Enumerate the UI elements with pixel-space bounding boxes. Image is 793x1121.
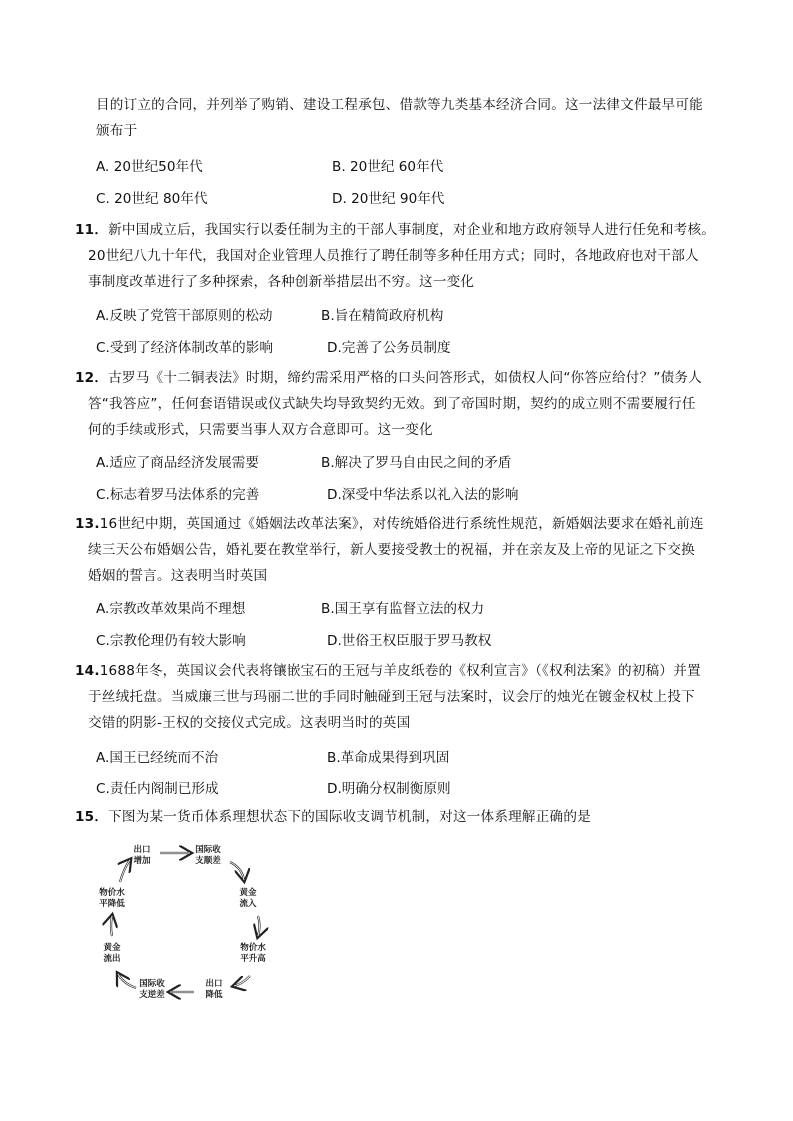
q13-number: 13. [75, 516, 100, 532]
q14-option-c[interactable]: C.责任内阁制已形成 [96, 781, 219, 797]
cycle-node-5: 出口降低 [205, 979, 223, 1000]
cycle-arrow-8 [120, 860, 130, 882]
cycle-node-8: 物价水平降低 [99, 888, 125, 909]
q11-option-d[interactable]: D.完善了公务员制度 [327, 340, 451, 356]
q13-option-d[interactable]: D.世俗王权臣服于罗马教权 [327, 633, 492, 649]
q10-text-line1: 目的订立的合同，并列举了购销、建设工程承包、借款等九类基本经济合同。这一法律文件最早可能 [96, 97, 703, 113]
cycle-arrow-2 [230, 862, 244, 880]
q11-option-c[interactable]: C.受到了经济体制改革的影响 [96, 340, 273, 356]
q14-text: 1688年冬，英国议会代表将镶嵌宝石的王冠与羊皮纸卷的《权利宣言》（《权利法案》的初稿）并置 [99, 663, 701, 679]
q14-stem-line3: 交错的阴影-王权的交接仪式完成。这表明当时的英国 [88, 715, 411, 731]
q12-stem-line1 [75, 368, 702, 388]
q14-stem-line2: 于丝绒托盘。当威廉三世与玛丽二世的手同时触碰到王冠与法案时，议会厅的烛光在镀金权杖上投下 [88, 689, 695, 705]
q12-option-a[interactable]: A.适应了商品经济发展需要 [96, 455, 259, 471]
q13-option-c[interactable]: C.宗教伦理仍有较大影响 [96, 633, 246, 649]
cycle-node-3: 黄金流入 [239, 888, 257, 909]
q12-number: 12． [75, 370, 109, 386]
q14-option-a[interactable]: A.国王已经统而不治 [96, 750, 219, 766]
q11-stem-line3: 事制度改革进行了多种探索，各种创新举措层出不穷。这一变化 [88, 274, 475, 290]
q10-option-b[interactable]: B. 20世纪 60年代 [332, 159, 444, 175]
q12-option-d[interactable]: D.深受中华法系以礼入法的影响 [327, 487, 519, 503]
q14-number: 14. [75, 663, 100, 679]
q12-stem-line2: 答“我答应”，任何套语错误或仪式缺失均导致契约无效。到了帝国时期，契约的成立则不需要履行任 [88, 396, 696, 412]
q12-option-c[interactable]: C.标志着罗马法体系的完善 [96, 487, 260, 503]
q12-option-b[interactable]: B.解决了罗马自由民之间的矛盾 [321, 455, 512, 471]
q12-text: 古罗马《十二铜表法》时期，缔约需采用严格的口头问答形式，如债权人问“你答应给付？”债务人 [108, 370, 702, 386]
q15-number: 15． [75, 809, 109, 825]
q13-stem-line1 [75, 514, 704, 534]
q14-option-d[interactable]: D.明确分权制衡原则 [327, 781, 451, 797]
q15-stem-line1 [75, 807, 591, 827]
q13-stem-line3: 婚姻的誓言。这表明当时英国 [88, 568, 268, 584]
q11-stem-line1 [75, 220, 715, 240]
cycle-node-4: 物价水平升高 [240, 943, 266, 964]
q15-text: 下图为某一货币体系理想状态下的国际收支调节机制，对这一体系理解正确的是 [108, 809, 591, 825]
q13-text: 16世纪中期，英国通过《婚姻法改革法案》，对传统婚俗进行系统性规范，新婚姻法要求在婚礼前连 [99, 516, 704, 532]
q11-number: 11． [75, 222, 109, 238]
q13-option-a[interactable]: A.宗教改革效果尚不理想 [96, 601, 246, 617]
cycle-node-2: 国际收支顺差 [195, 845, 221, 866]
cycle-node-1: 出口增加 [133, 845, 151, 866]
q10-text-line2: 颁布于 [96, 123, 138, 139]
cycle-arrows [111, 853, 260, 992]
cycle-arrow-4 [234, 976, 250, 986]
q11-stem-line2: 20世纪八九十年代，我国对企业管理人员推行了聘任制等多种任用方式；同时，各地政府也对干部人 [88, 248, 699, 264]
q10-option-c[interactable]: C. 20世纪 80年代 [96, 191, 208, 207]
q11-text: 新中国成立后，我国实行以委任制为主的干部人事制度，对企业和地方政府领导人进行任免和考核。 [108, 222, 716, 238]
q12-stem-line3: 何的手续或形式，只需要当事人双方合意即可。这一变化 [88, 422, 433, 438]
q10-option-a[interactable]: A. 20世纪50年代 [96, 159, 203, 175]
q14-stem-line1 [75, 661, 701, 681]
cycle-arrow-6 [118, 974, 136, 988]
cycle-node-6: 国际收支逆差 [139, 979, 165, 1000]
q13-option-b[interactable]: B.国王享有监督立法的权力 [321, 601, 485, 617]
q10-option-d[interactable]: D. 20世纪 90年代 [332, 191, 445, 207]
q14-option-b[interactable]: B.革命成果得到巩固 [327, 750, 450, 766]
q11-option-a[interactable]: A.反映了党管干部原则的松动 [96, 308, 273, 324]
cycle-node-7: 黄金流出 [103, 943, 121, 964]
balance-of-payments-cycle-diagram [90, 838, 290, 1013]
q13-stem-line2: 续三天公布婚姻公告，婚礼要在教堂举行，新人要接受教士的祝福，并在亲友及上帝的见证之下交换 [88, 542, 695, 558]
cycle-arrow-inner-2 [230, 862, 244, 880]
q11-option-b[interactable]: B.旨在精简政府机构 [321, 308, 444, 324]
